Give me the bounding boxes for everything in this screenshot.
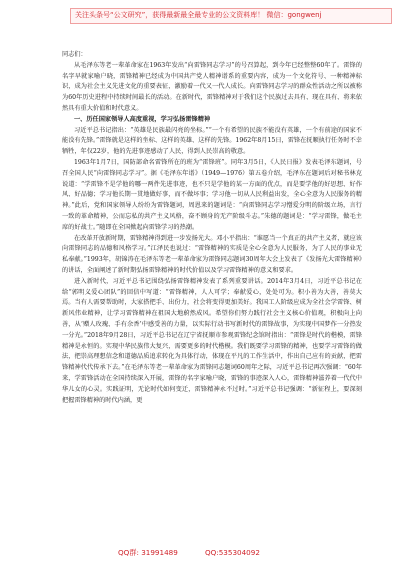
body-paragraph: 1963年1月7日，国防部命名雷锋所在的班为“雷锋班”。同年3月5日，《人民日报》发表毛泽东题词，号召全国人民“向雷锋同志学习”。据《毛泽东年谱》（1949—1976）第五卷介绍，毛泽东在题词后对秘书林克说道：“学雷锋不是学他的哪一两件先进事迹，也不只是学他的某一方面的优点，而是要学他的好思想、好作风、好品德；学习他长期一贯地做好事，而不做坏事；学习他一切从人民利益出发，全心全意为人民服务的精神。”此后，党和国家领导人纷纷为雷锋题词，周恩来的题词是：“向雷锋同志学习憎爱分明的阶级立场，言行一致的革命精神，公而忘私的共产主义风格，奋不顾身的无产阶级斗志。”朱德的题词是：“学习雷锋，做毛主席的好战士。”随即在全国掀起向雷锋学习的热潮。 (62, 158, 362, 231)
qq-text: QQ:535304092 (205, 548, 260, 557)
header-banner (0, 0, 408, 30)
section-title: 一、历任国家领导人高度重视，学习弘扬雷锋精神 (74, 115, 211, 123)
body-paragraph: 进入新时代，习近平总书记围绕弘扬雷锋精神发表了系列重要讲话。2014年3月4日，习近平总书记在给“郭明义爱心团队”的回信中写道：“雷锋精神，人人可学；奉献爱心，处处可为。积小善为大善，善莫大焉。当有人需要帮助时，大家搭把手、出份力，社会将变得更加美好。我国工人阶级应成为全社会学雷锋、树新风伟业精神，让学习雷锋精神在祖国大地蔚然成风。希望你们努力践行社会主义核心价值观，积极向上向善，从‘赠人玫瑰、手有余香’中感受善的力量，以实际行动书写新时代的雷锋故事，为实现中国梦作一分热发一分光。”2018年9月28日，习近平总书记在辽宁省抚顺市参观雷锋纪念馆时指出：“雷锋是时代的楷模，雷锋精神是永恒的。实现中华民族伟大复兴，需要更多的时代楷模。我们既要学习雷锋的精神，也要学习雷锋的做法，把崇高理想信念和道德品质追求转化为具体行动，体现在平凡的工作生活中，作出自己应有的贡献，把雷锋精神代代传承下去。”在毛泽东等老一辈革命家为雷锋同志题词60周年之际，习近平总书记再次强调：“60年来，学雷锋活动在全国持续深入开展，雷锋的名字家喻户晓，雷锋的事迹深入人心，雷锋精神滋养着一代代中华儿女的心灵。实践证明，无论时代如何变迁，雷锋精神永不过时。”习近平总书记强调：“新征程上，要深刻把握雷锋精神的时代内涵，更 (62, 277, 362, 404)
footer (0, 548, 408, 568)
body-paragraph: 在改革开放新时期，雷锋精神得到进一步发扬光大。邓小平指出：“谁愿当一个真正的共产主义者，就应该向雷锋同志的品德和风格学习。”江泽民也说过：“雷锋精神的实质是全心全意为人民服务，为了人民的事业无私奉献。”1993年，胡锦涛在毛泽东等老一辈革命家为雷锋同志题词30周年大会上发表了《发扬光大雷锋精神》的讲话，全面阐述了新时期弘扬雷锋精神的时代价值以及学习雷锋精神的意义和要求。 (62, 234, 362, 274)
qq-group-text: QQ群: 31991489 (118, 548, 178, 557)
body-paragraph: 习近平总书记指出：“英雄是民族最闪亮的坐标。”“一个有希望的民族不能没有英雄，一个有前途的国家不能没有先锋。”雷锋就是这样的坐标、这样的英雄、这样的先锋。1962年8月15日，雷锋在抚顺执行任务时不幸牺牲，年仅22岁，他的先进事迹感动了人民，得到人民崇高的敬意。 (62, 126, 362, 156)
document-body (62, 50, 362, 406)
promo-box (70, 8, 392, 24)
greeting: 同志们： (62, 51, 87, 58)
intro-paragraph: 从毛泽东等老一辈革命家在1963年发出“向雷锋同志学习”的号召算起，到今年已经整整60年了。雷锋的名字早就家喻户晓，雷锋精神已经成为中国共产党人精神谱系的重要内容，成为一个文化符号、一种精神标识，成为社会主义先进文化的重要表征，激励着一代又一代人成长。向雷锋同志学习的群众性活动之所以被称为60年历史进程中持续时间最长的活动。在新时代，雷锋精神对于我们这个民族过去具有、现在具有、将来依然具有重大价值和时代意义。 (62, 61, 362, 112)
promo-text: 关注头条号“公文研究”，获得最新最全最专业的公文资料库！ 微信：gongwenj (75, 11, 322, 19)
